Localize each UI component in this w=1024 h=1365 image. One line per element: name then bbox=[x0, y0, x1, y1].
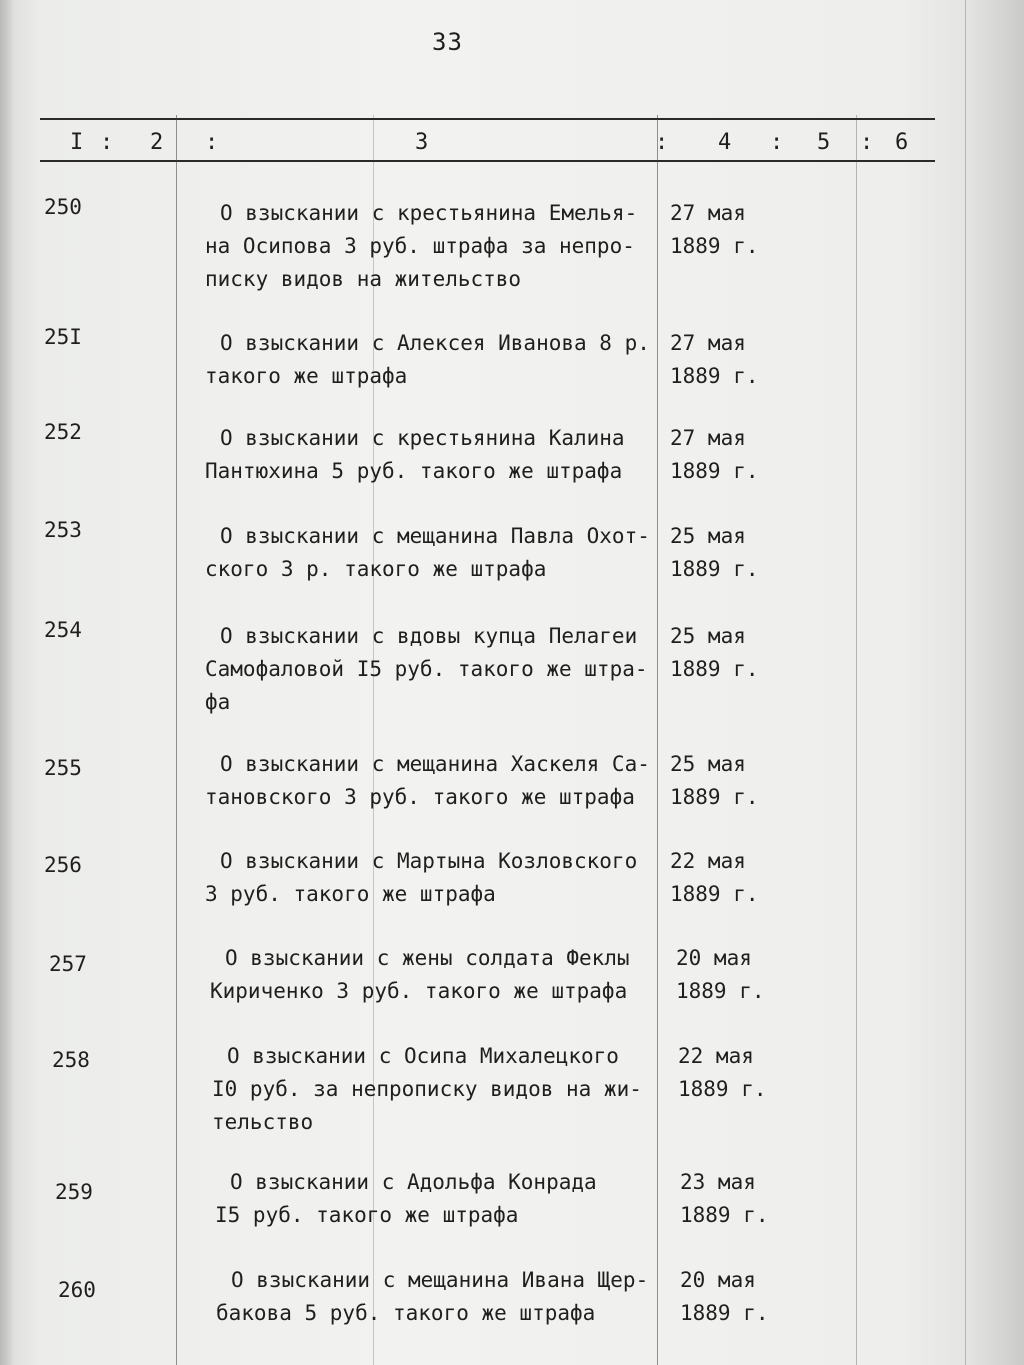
entry-date: 22 мая 1889 г. bbox=[678, 1044, 767, 1101]
entry-number: 258 bbox=[52, 1048, 90, 1072]
entry-number: 25I bbox=[44, 325, 82, 349]
entry-description: О взыскании с мещанина Павла Охот- ского 3 р. такого же штрафа bbox=[205, 524, 650, 581]
entry-date: 25 мая 1889 г. bbox=[670, 524, 759, 581]
column-header-3: 3 bbox=[415, 130, 429, 155]
entry-date: 23 мая 1889 г. bbox=[680, 1170, 769, 1227]
entry-date: 27 мая 1889 г. bbox=[670, 331, 759, 388]
entry-date: 27 мая 1889 г. bbox=[670, 201, 759, 258]
entry-number: 259 bbox=[55, 1180, 93, 1204]
entry-number: 252 bbox=[44, 420, 82, 444]
entry-number: 255 bbox=[44, 756, 82, 780]
column-header-2: 2 bbox=[150, 130, 164, 155]
column-separator: : bbox=[100, 130, 114, 155]
entry-description: О взыскании с Адольфа Конрада I5 руб. такого же штрафа bbox=[215, 1170, 597, 1227]
entry-description: О взыскании с Мартына Козловского 3 руб. такого же штрафа bbox=[205, 849, 638, 906]
entry-date: 25 мая 1889 г. bbox=[670, 752, 759, 809]
header-bottom-rule bbox=[40, 160, 935, 162]
entry-date: 20 мая 1889 г. bbox=[680, 1268, 769, 1325]
entry-description: О взыскании с мещанина Хаскеля Са- тановского 3 руб. такого же штрафа bbox=[205, 752, 650, 809]
column-divider-1 bbox=[176, 115, 177, 1365]
entry-number: 254 bbox=[44, 618, 82, 642]
column-header-6: 6 bbox=[895, 130, 909, 155]
entry-description: О взыскании с жены солдата Феклы Кириченко 3 руб. такого же штрафа bbox=[210, 946, 630, 1003]
entry-description: О взыскании с крестьянина Калина Пантюхина 5 руб. такого же штрафа bbox=[205, 426, 625, 483]
entry-number: 250 bbox=[44, 195, 82, 219]
column-divider-4 bbox=[856, 115, 857, 1365]
entry-date: 25 мая 1889 г. bbox=[670, 624, 759, 681]
page-number: 33 bbox=[432, 28, 463, 56]
column-header-4: 4 bbox=[718, 130, 732, 155]
column-separator: : bbox=[205, 130, 219, 155]
entry-description: О взыскании с Осипа Михалецкого I0 руб. за непрописку видов на жи- тельство bbox=[212, 1044, 642, 1134]
page-left-edge bbox=[0, 0, 14, 1365]
column-header-5: 5 bbox=[817, 130, 831, 155]
column-header-1: I bbox=[70, 130, 84, 155]
entry-date: 20 мая 1889 г. bbox=[676, 946, 765, 1003]
column-separator: : bbox=[770, 130, 784, 155]
entry-number: 257 bbox=[49, 952, 87, 976]
entry-description: О взыскании с мещанина Ивана Щер- бакова 5 руб. такого же штрафа bbox=[216, 1268, 649, 1325]
page-right-fold bbox=[965, 0, 1024, 1365]
column-separator: : bbox=[860, 130, 874, 155]
entry-description: О взыскании с крестьянина Емелья- на Осипова 3 руб. штрафа за непро- писку видов на жительство bbox=[205, 201, 638, 291]
entry-number: 256 bbox=[44, 853, 82, 877]
entry-number: 260 bbox=[58, 1278, 96, 1302]
entry-date: 22 мая 1889 г. bbox=[670, 849, 759, 906]
column-separator: : bbox=[655, 130, 669, 155]
entry-description: О взыскании с Алексея Иванова 8 р. такого же штрафа bbox=[205, 331, 650, 388]
header-top-rule bbox=[40, 118, 935, 120]
entry-description: О взыскании с вдовы купца Пелагеи Самофаловой I5 руб. такого же штра- фа bbox=[205, 624, 648, 714]
entry-number: 253 bbox=[44, 518, 82, 542]
entry-date: 27 мая 1889 г. bbox=[670, 426, 759, 483]
